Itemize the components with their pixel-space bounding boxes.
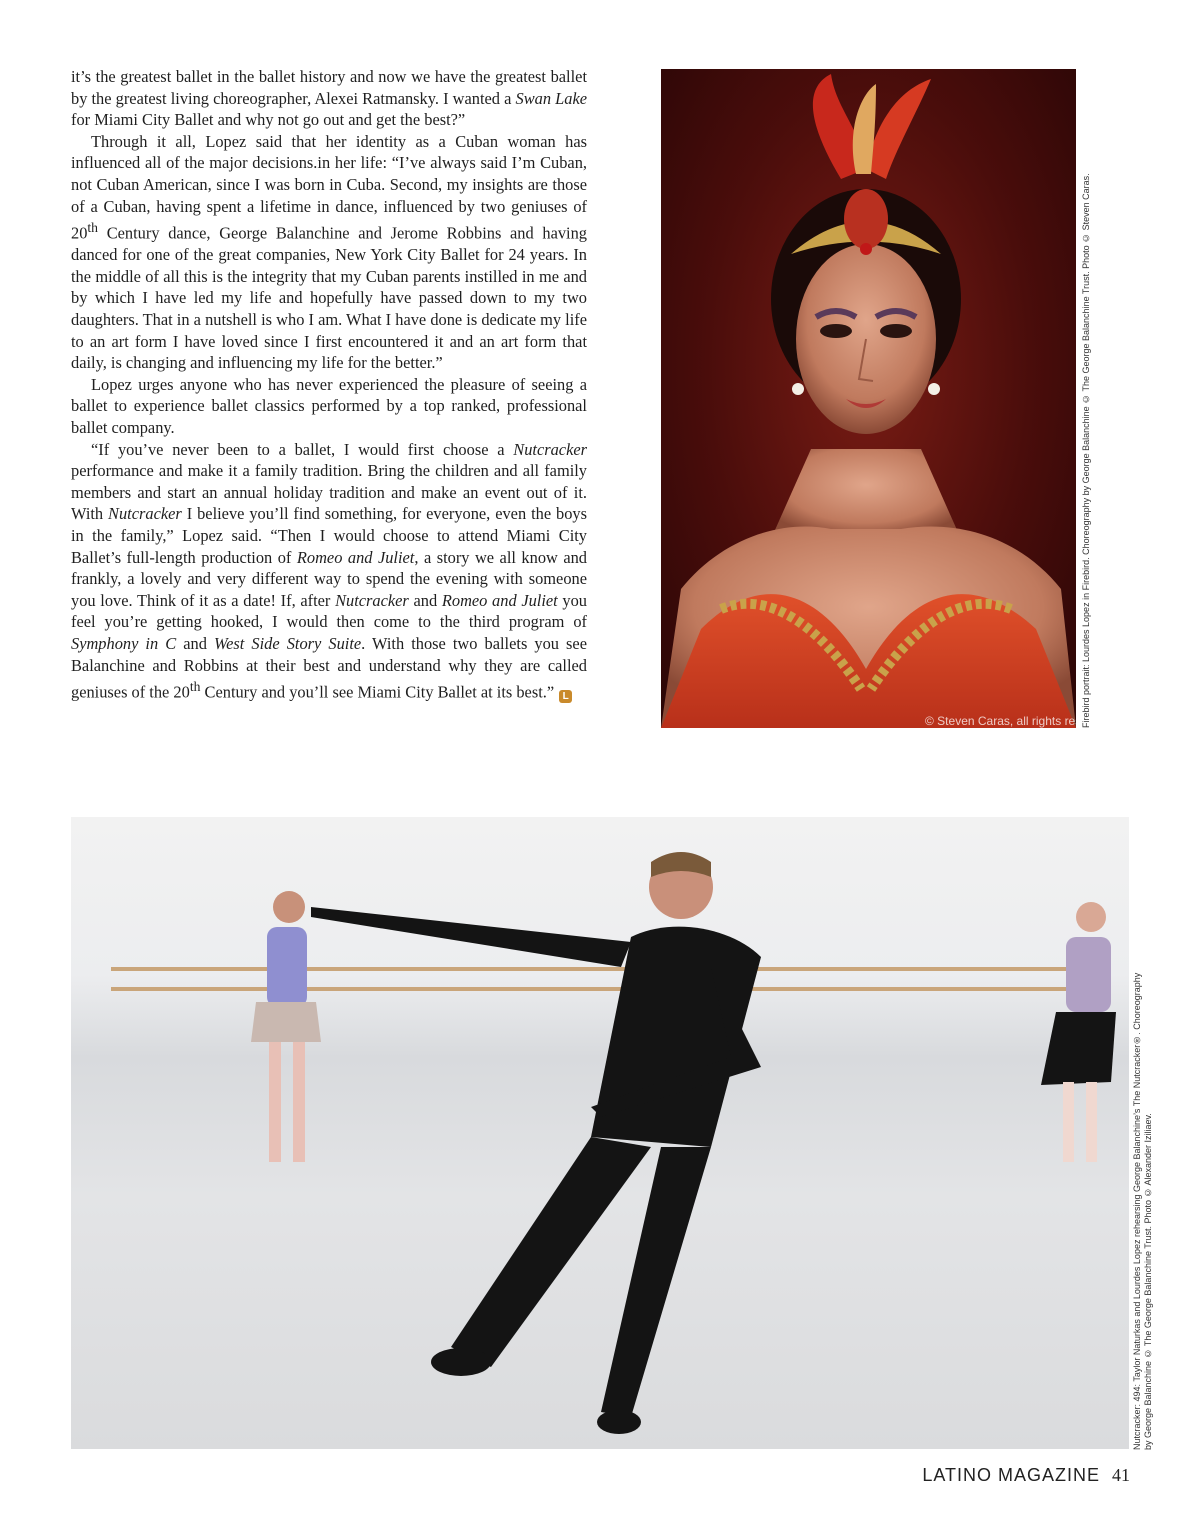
text-run: and: [176, 633, 214, 653]
page-number: 41: [1112, 1465, 1130, 1485]
rehearsal-illustration: [71, 817, 1129, 1449]
article-paragraph: [71, 439, 587, 704]
text-run: Century and you’ll see Miami City Ballet at its best.”: [200, 682, 555, 702]
italic-title: Nutcracker: [513, 439, 587, 459]
rehearsal-studio-photo: [71, 817, 1129, 1449]
end-of-article-icon: L: [559, 690, 572, 703]
italic-title: Romeo and Juliet: [441, 590, 558, 610]
article-paragraph: [71, 131, 587, 374]
portrait-illustration: [661, 69, 1076, 728]
italic-title: Symphony in C: [71, 633, 177, 653]
text-run: Through it all, Lopez said that her identity as a Cuban woman has influenced all of the major decisions.in her life: “I’ve always said I’m Cuban, not Cuban American, since I was born in Cuba. Second, my insights are those of a Cuban, having spent a lifetime in dance, influenced by two geniuses of 20: [71, 131, 587, 243]
text-run: performance and make it a family tradition. Bring the children and all family members and start an annual holiday tradition and make an event out of it. With: [71, 461, 587, 524]
italic-title: West Side Story Suite: [214, 633, 362, 653]
caption-line: by George Balanchine © The George Balanchine Trust. Photo © Alexander Iziliaev.: [1143, 1113, 1153, 1450]
text-run: it’s the greatest ballet in the ballet history and now we have the greatest ballet by the greatest living choreographer, Alexei Ratmansky. I wanted a: [71, 67, 587, 108]
italic-title: Nutcracker: [335, 590, 409, 610]
text-run: you feel you’re getting hooked, I would then come to the third program of: [71, 590, 588, 632]
page-footer: [922, 1465, 1130, 1486]
text-run: and: [408, 590, 442, 610]
photo-caption-firebird: Firebird portrait: Lourdes Lopez in Firebird. Choreography by George Balanchine © The George Balanchine Trust. Photo © Steven Caras.: [1081, 173, 1091, 728]
article-body: [71, 66, 587, 703]
italic-title: Romeo and Juliet: [296, 547, 415, 567]
superscript: th: [87, 220, 99, 236]
text-run: . With those two ballets you see Balanchine and Robbins at their best and understand why they are called geniuses of the 20: [71, 633, 587, 702]
text-run: “If you’ve never been to a ballet, I would first choose a: [91, 439, 514, 459]
magazine-name: LATINO MAGAZINE: [922, 1465, 1100, 1485]
italic-title: Swan Lake: [515, 88, 587, 108]
firebird-portrait-photo: [661, 69, 1076, 728]
article-paragraph: [71, 66, 587, 131]
text-run: , a story we all know and frankly, a lovely and very different way to spend the evening with someone you love. Think of it as a date! If, after: [71, 547, 588, 610]
superscript: th: [189, 679, 201, 695]
photo-credit-watermark: © Steven Caras, all rights reser: [925, 714, 1092, 728]
photo-caption-nutcracker: [1132, 930, 1154, 1450]
article-paragraph: [71, 374, 587, 439]
italic-title: Nutcracker: [108, 504, 182, 524]
text-run: Lopez urges anyone who has never experienced the pleasure of seeing a ballet to experience ballet classics performed by a top ranked, professional ballet company.: [71, 374, 587, 437]
text-run: I believe you’ll find something, for everyone, even the boys in the family,” Lopez said. “Then I would choose to attend Miami City Ballet’s full-length production of: [71, 504, 587, 567]
text-run: Century dance, George Balanchine and Jerome Robbins and having danced for one of the great companies, New York City Ballet for 24 years. In the middle of all this is the integrity that my Cuban parents instilled in me and by which I have led my life and hopefully have passed down to my two daughters. That in a nutshell is who I am. What I have done is dedicate my life to an art form I have loved since I first encountered it and an art form that daily, is changing and influencing my life for the better.”: [71, 223, 587, 373]
text-run: for Miami City Ballet and why not go out and get the best?”: [71, 110, 466, 130]
caption-line: Nutcracker: 494: Taylor Naturkas and Lourdes Lopez rehearsing George Balanchine’s The Nutcracker®. Choreography: [1132, 972, 1142, 1450]
